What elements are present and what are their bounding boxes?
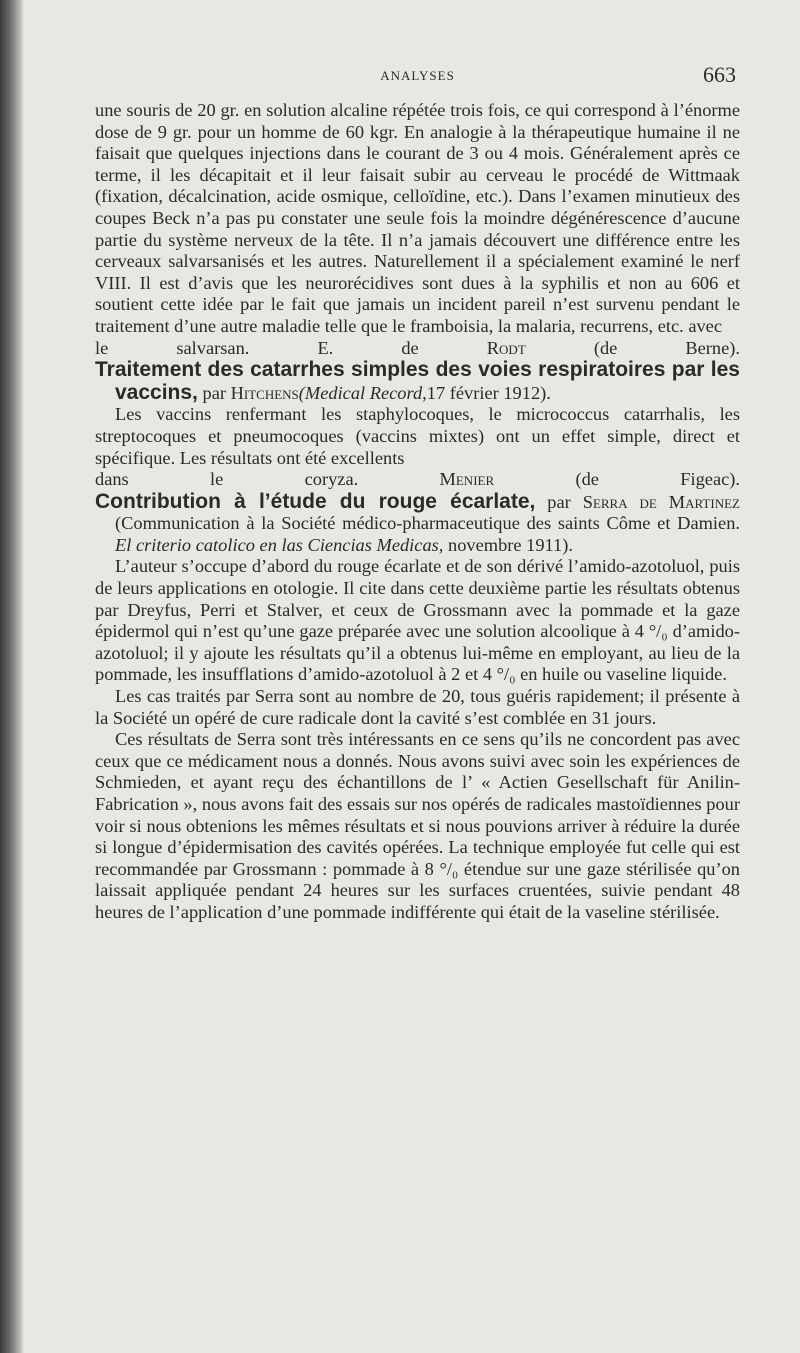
signature-suffix: (de Berne). bbox=[525, 337, 741, 358]
section1-last-line: le salvarsan. bbox=[95, 337, 250, 358]
article2-heading bbox=[95, 359, 740, 404]
article3-citation-text: (Communication à la Société médico-pharmaceutique des saints Côme et Damien. bbox=[115, 513, 740, 534]
page-number: 663 bbox=[703, 62, 736, 87]
running-title: ANALYSES bbox=[380, 68, 455, 83]
article3-paragraph: Ces résultats de Serra sont très intéressants en ce sens qu’ils ne concordent pas avec ceux que ce médicament nous a donnés. Nous avons suivi avec soin les expériences de Schmieden, et ayant reçu des échantillons de l’ « Actien Gesellschaft für Anilin-Fabrication », nous avons fait des essais sur nos opérés de radicales mastoïdiennes pour voir si nous obtenions les mêmes résultats et si nous pouvions arriver à réduire la durée si longue d’épidermisation des cavités opérées. La technique employée fut celle qui est recommandée par Grossmann : pommade à 8 °/₀ étendue sur une gaze stérilisée qu’on laissait appliquée pendant 24 heures sur les surfaces cruentées, suivie pendant 48 heures de l’application d’une pommade indifférente qui était de la vaseline stérilisée. bbox=[95, 729, 740, 922]
article3-journal: El criterio catolico en las Ciencias Medicas, bbox=[115, 534, 444, 555]
article3-paragraph: L’auteur s’occupe d’abord du rouge écarlate et de son dérivé l’amido-azotoluol, puis de leurs applications en otologie. Il cite dans cette deuxième partie les résultats obtenus par Dreyfus, Perri et Stalver, et ceux de Grossmann avec la pommade et la gaze épidermol qui n’est qu’une gaze préparée avec une solution alcoolique à 4 °/₀ d’amido-azotoluol; il y ajoute les résultats qu’il a obtenus lui-même en employant, au lieu de la pommade, les insufflations d’amido-azotoluol à 2 et 4 °/₀ en huile ou vaseline liquide. bbox=[95, 556, 740, 685]
article3-citation-prefix: par bbox=[535, 491, 583, 512]
signature-name: Rodt bbox=[486, 337, 526, 358]
article2-date: 17 février 1912). bbox=[426, 382, 551, 403]
section1-signature-line bbox=[95, 338, 740, 360]
article3-author: Serra de Martinez bbox=[582, 491, 740, 512]
book-spine-shadow bbox=[0, 0, 24, 1353]
page-body bbox=[95, 100, 740, 924]
article2-journal: (Medical Record, bbox=[298, 382, 427, 403]
article2-body: Les vaccins renfermant les staphylocoques, le micrococcus catarrhalis, les streptocoques et pneumocoques (vaccins mixtes) ont un effet simple, direct et spécifique. Les résultats ont été excellents bbox=[95, 404, 740, 468]
section1-paragraph bbox=[95, 100, 740, 338]
article3-date: novembre 1911). bbox=[443, 534, 573, 555]
article3-title: Contribution à l’étude du rouge écarlate, bbox=[95, 489, 536, 513]
article2-title: Traitement des catarrhes simples des voies respiratoires par les vaccins, bbox=[95, 358, 740, 404]
article2-last-line: dans le coryza. bbox=[95, 469, 359, 490]
signature-name: Menier bbox=[439, 469, 495, 490]
section1-body: une souris de 20 gr. en solution alcaline répétée trois fois, ce qui correspond à l’énorme dose de 9 gr. pour un homme de 60 kgr. En analogie à la thérapeutique humaine il ne faisait que quelques injections dans le courant de 3 ou 4 mois. Généralement après ce terme, il les décapitait et il leur faisait subir au cerveau le procédé de Wittmaak (fixation, décalcination, acide osmique, celloïdine, etc.). Dans l’examen minutieux des coupes Beck n’a pas pu constater une seule fois la moindre dégénérescence d’aucune partie du système nerveux de la tête. Il n’a jamais découvert une différence entre les cerveaux salvarsanisés et les autres. Naturellement il a spécialement examiné le nerf VIII. Il est d’avis que les neurorécidives sont dues à la syphilis et non au 606 et soutient cette idée par le fait que jamais un incident pareil n’est survenu pendant le traitement d’une autre maladie telle que le framboisia, la malaria, recurrens, etc. avec bbox=[95, 100, 740, 336]
article2-author: Hitchens bbox=[230, 382, 299, 403]
article3-paragraph: Les cas traités par Serra sont au nombre de 20, tous guéris rapidement; il présente à la Société un opéré de cure radicale dont la cavité s’est comblée en 31 jours. bbox=[95, 686, 740, 728]
article3-heading bbox=[95, 491, 740, 557]
page-header bbox=[95, 62, 740, 90]
article2-signature-line bbox=[95, 469, 740, 491]
section1-signature bbox=[317, 338, 740, 358]
article2-citation-prefix: par bbox=[197, 382, 231, 403]
signature-prefix: E. de bbox=[317, 337, 487, 358]
signature-suffix: (de Figeac). bbox=[494, 469, 740, 490]
article2-signature bbox=[440, 469, 740, 489]
article2-paragraph bbox=[95, 404, 740, 469]
